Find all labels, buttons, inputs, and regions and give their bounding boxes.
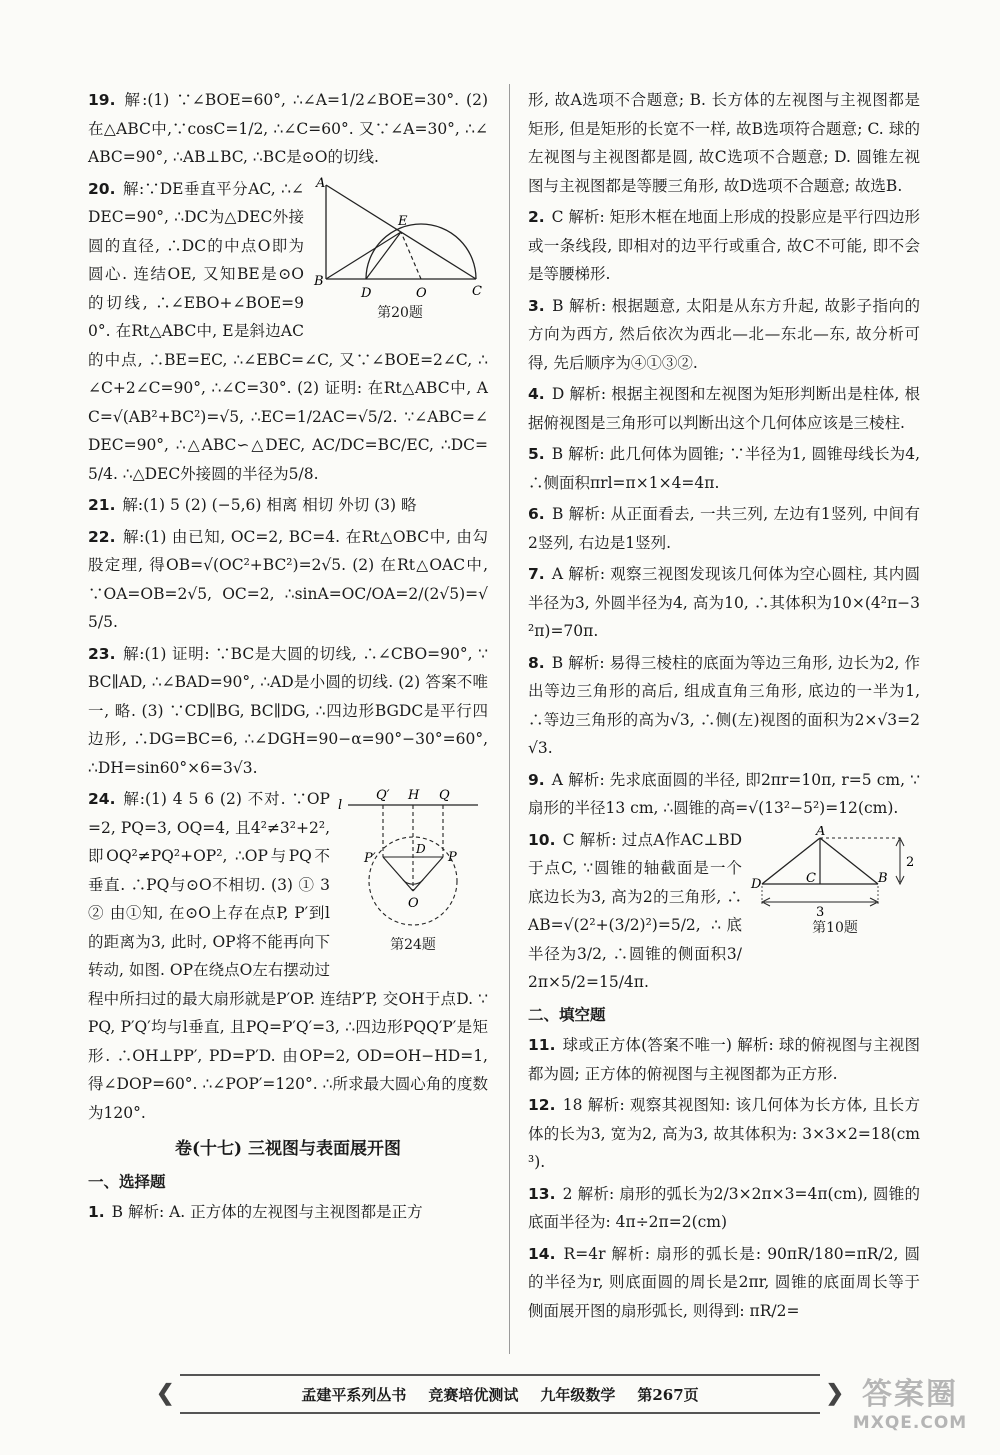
answer-number: 12.	[528, 1096, 556, 1114]
label-Q-prime: Q′	[376, 788, 390, 803]
answer-text: 解:(1) 4 5 6 (2) 不对. ∵OP=2, PQ=3, OQ=4, 且4²≠3²+2², 即OQ²≠PQ²+OP², ∴OP与PQ不垂直. ∴PQ与⊙O不相切. (3) ① 3 ② 由①知, 在⊙O上存在点P, P′到l的距离为3, 此时, OP将不能再向下转动, 如图. OP在绕点O左右摆动过程中所扫过的最大扇形就是P′OP. 连结P′P, 交OH于点D. ∵PQ, P′Q′均与l垂直, 且PQ=P′Q′=3, ∴四边形PQQ′P′是矩形. ∴OH⊥PP′, PD=P′D. 由OP=2, OD=OH−HD=1, 得∠DOP=60°. ∴∠POP′=120°. ∴所求最大圆心角的度数为120°.	[88, 790, 488, 1122]
footer-page-number: 第267页	[637, 1385, 699, 1404]
answer-text: 解:∵DE垂直平分AC, ∴∠DEC=90°, ∴DC为△DEC外接圆的直径, ∴DC的中点O即为圆心. 连结OE, 又知BE是⊙O的切线, ∴∠EBO+∠BOE=90°. 在Rt△ABC中, E是斜边AC的中点, ∴BE=EC, ∴∠EBC=∠C, 又∵∠BOE=2∠C, ∴∠C+2∠C=90°, ∴∠C=30°. (2) 证明: 在Rt△ABC中, AC=√(AB²+BC²)=√5, ∴EC=1/2AC=√5/2. ∵∠ABC=∠DEC=90°, ∴△ABC∽△DEC, AC/DC=BC/EC, ∴DC=5/4. ∴△DEC外接圆的半径为5/8.	[88, 179, 488, 483]
answer-number: 19.	[88, 91, 116, 109]
answer-3	[528, 292, 920, 378]
figure-24	[338, 785, 488, 955]
chevron-left-icon: ❮	[156, 1380, 175, 1406]
column-divider	[509, 84, 510, 1354]
answer-number: 13.	[528, 1184, 556, 1203]
answer-text: 18 解析: 观察其视图知: 该几何体为长方体, 且长方体的长为3, 宽为2, 高为3, 故其体积为: 3×3×2=18(cm³).	[528, 1096, 920, 1171]
answer-text: D 解析: 根据主视图和左视图为矩形判断出是柱体, 根据俯视图是三角形可以判断出这个几何体应该是三棱柱.	[528, 385, 921, 432]
answer-number: 3.	[528, 296, 545, 315]
label-H: H	[408, 788, 420, 803]
answer-text: 解:(1) 5 (2) (−5,6) 相离 相切 外切 (3) 略	[122, 496, 417, 514]
answer-text: C 解析: 过点A作AC⊥BD于点C, ∵圆锥的轴截面是一个底边长为3, 高为2的三角形, ∴AB=√(2²+(3/2)²)=5/2, ∴底半径为3/2, ∴圆锥的侧面积3/2π×5/2=15/4π.	[528, 830, 743, 991]
answer-text: A 解析: 观察三视图发现该几何体为空心圆柱, 其内圆半径为3, 外圆半径为4, 高为10, ∴其体积为10×(4²π−3²π)=70π.	[528, 565, 920, 640]
answer-24	[88, 785, 488, 1127]
watermark-logo	[840, 1369, 980, 1433]
answer-number: 22.	[88, 527, 116, 546]
watermark-text: 答案圈	[862, 1377, 958, 1412]
label-D: D	[416, 842, 426, 856]
answer-8	[528, 649, 920, 763]
answer-text: B 解析: A. 正方体的左视图与主视图都是正方	[111, 1203, 423, 1221]
answer-10	[528, 826, 920, 997]
figure-20-diagram	[312, 175, 488, 303]
left-column	[88, 86, 488, 1230]
footer-book: 竞赛培优测试	[428, 1385, 519, 1404]
label-Q: Q	[439, 788, 450, 803]
answer-2	[528, 203, 920, 289]
answer-number: 8.	[528, 653, 545, 672]
answer-5	[528, 440, 920, 497]
label-l: l	[338, 798, 343, 813]
figure-20	[312, 175, 488, 323]
label-A: A	[316, 175, 326, 191]
label-O: O	[416, 285, 427, 301]
label-base: 3	[816, 904, 825, 918]
answer-14	[528, 1240, 920, 1326]
answer-text: 解:(1) 由已知, OC=2, BC=4. 在Rt△OBC中, 由勾股定理, 得OB=√(OC²+BC²)=2√5. (2) 在Rt△OAC中, ∵OA=OB=2√5, OC=2, ∴sinA=OC/OA=2/(2√5)=√5/5.	[88, 527, 489, 631]
label-height: 2	[906, 854, 915, 870]
label-D: D	[361, 285, 372, 301]
answer-23	[88, 640, 488, 783]
answer-12	[528, 1091, 920, 1177]
figure-10-caption: 第10题	[812, 919, 858, 936]
footer-series: 孟建平系列丛书	[301, 1385, 407, 1404]
answer-number: 23.	[88, 644, 116, 663]
answer-text: B 解析: 此几何体为圆锥; ∵半径为1, 圆锥母线长为4, ∴侧面积πrl=π×1×4=4π.	[528, 445, 920, 492]
figure-20-caption: 第20题	[377, 304, 423, 321]
section-heading-fill: 二、填空题	[528, 1004, 606, 1024]
answer-text: B 解析: 易得三棱柱的底面为等边三角形, 边长为2, 作出等边三角形的高后, 组成直角三角形, 底边的一半为1, ∴等边三角形的高为√3, ∴侧(左)视图的面积为2×√3=2√3.	[528, 653, 920, 757]
label-B: B	[878, 870, 888, 886]
answer-number: 1.	[88, 1203, 105, 1221]
answer-19	[88, 86, 488, 172]
right-column	[528, 86, 920, 1328]
answer-1-continued	[528, 86, 920, 200]
answer-number: 5.	[528, 445, 545, 463]
answer-22	[88, 523, 488, 637]
answer-21	[88, 491, 488, 520]
watermark-url: MXQE.COM	[852, 1413, 968, 1433]
label-C: C	[806, 870, 816, 886]
answer-text: 解:(1) ∵∠BOE=60°, ∴∠A=1/2∠BOE=30°. (2) 在△ABC中,∵cosC=1/2, ∴∠C=60°. 又∵∠A=30°, ∴∠ABC=90°, ∴AB⊥BC, ∴BC是⊙O的切线.	[88, 91, 488, 166]
label-O: O	[408, 896, 419, 911]
label-B: B	[314, 273, 324, 289]
answer-number: 6.	[528, 505, 545, 523]
answer-text: A 解析: 先求底面圆的半径, 即2πr=10π, r=5 cm, ∵扇形的半径13 cm, ∴圆锥的高=√(13²−5²)=12(cm).	[528, 770, 920, 817]
answer-number: 4.	[528, 385, 545, 403]
answer-20	[88, 175, 488, 489]
answer-number: 9.	[528, 770, 545, 789]
answer-text: C 解析: 矩形木框在地面上形成的投影应是平行四边形或一条线段, 即相对的边平行或重合, 故C不可能, 即不会是等腰梯形.	[528, 208, 920, 283]
answer-text: 解:(1) 证明: ∵BC是大圆的切线, ∴∠CBO=90°, ∵BC∥AD, ∴∠BAD=90°, ∴AD是小圆的切线. (2) 答案不唯一, 略. (3) ∵CD∥BG, BC∥DG, ∴四边形BGDC是平行四边形, ∴DG=BC=6, ∴∠DGH=90−α=90°−30°=60°, ∴DH=sin60°×6=3√3.	[88, 644, 488, 777]
label-E: E	[398, 213, 408, 229]
answer-number: 10.	[528, 830, 556, 849]
answer-1	[88, 1198, 488, 1227]
answer-4	[528, 380, 920, 437]
answer-11	[528, 1031, 920, 1088]
answer-number: 20.	[88, 179, 116, 198]
label-D: D	[751, 876, 762, 892]
section-heading-choice: 一、选择题	[88, 1171, 166, 1191]
label-A: A	[816, 825, 826, 839]
page-footer	[156, 1374, 844, 1414]
answer-number: 11.	[528, 1036, 556, 1054]
figure-10	[750, 826, 920, 938]
answer-text: R=4r 解析: 扇形的弧长是: 90πR/180=πR/2, 圆的半径为r, 则底面圆的周长是2πr, 圆锥的底面周长等于侧面展开图的扇形弧长, 则得到: πR/2=	[528, 1244, 921, 1320]
answer-number: 7.	[528, 565, 545, 583]
answer-number: 21.	[88, 496, 116, 514]
answer-9	[528, 766, 920, 823]
answer-number: 14.	[528, 1244, 556, 1263]
answer-text: B 解析: 根据题意, 太阳是从东方升起, 故影子指向的方向为西方, 然后依次为西北—北—东北—东, 故分析可得, 先后顺序为④①③②.	[528, 296, 920, 372]
answer-number: 24.	[88, 790, 116, 808]
figure-24-caption: 第24题	[390, 937, 436, 953]
answer-text: 形, 故A选项不合题意; B. 长方体的左视图与主视图都是矩形, 但是矩形的长宽不一样, 故B选项符合题意; C. 球的左视图与主视图都是圆, 故C选项不合题意; D. 圆锥左视图与主视图都是等腰三角形, 故D选项不合题意; 故选B.	[528, 91, 920, 195]
chevron-right-icon: ❯	[825, 1380, 844, 1406]
footer-grade: 九年级数学	[540, 1385, 616, 1404]
volume-title: 卷(十七) 三视图与表面展开图	[174, 1139, 401, 1159]
answer-text: 2 解析: 扇形的弧长为2/3×2π×3=4π(cm), 圆锥的底面半径为: 4π÷2π=2(cm)	[528, 1184, 920, 1231]
answer-7	[528, 560, 920, 646]
label-P-prime: P′	[364, 851, 376, 866]
figure-10-diagram	[750, 826, 920, 918]
figure-24-diagram	[338, 785, 488, 935]
answer-text: B 解析: 从正面看去, 一共三列, 左边有1竖列, 中间有2竖列, 右边是1竖列.	[528, 505, 920, 552]
answer-6	[528, 500, 920, 557]
answer-13	[528, 1180, 920, 1237]
answer-number: 2.	[528, 208, 545, 226]
label-C: C	[472, 283, 482, 299]
answer-text: 球或正方体(答案不唯一) 解析: 球的俯视图与主视图都为圆; 正方体的俯视图与主视图都为正方形.	[528, 1036, 920, 1083]
label-P: P	[448, 850, 457, 865]
